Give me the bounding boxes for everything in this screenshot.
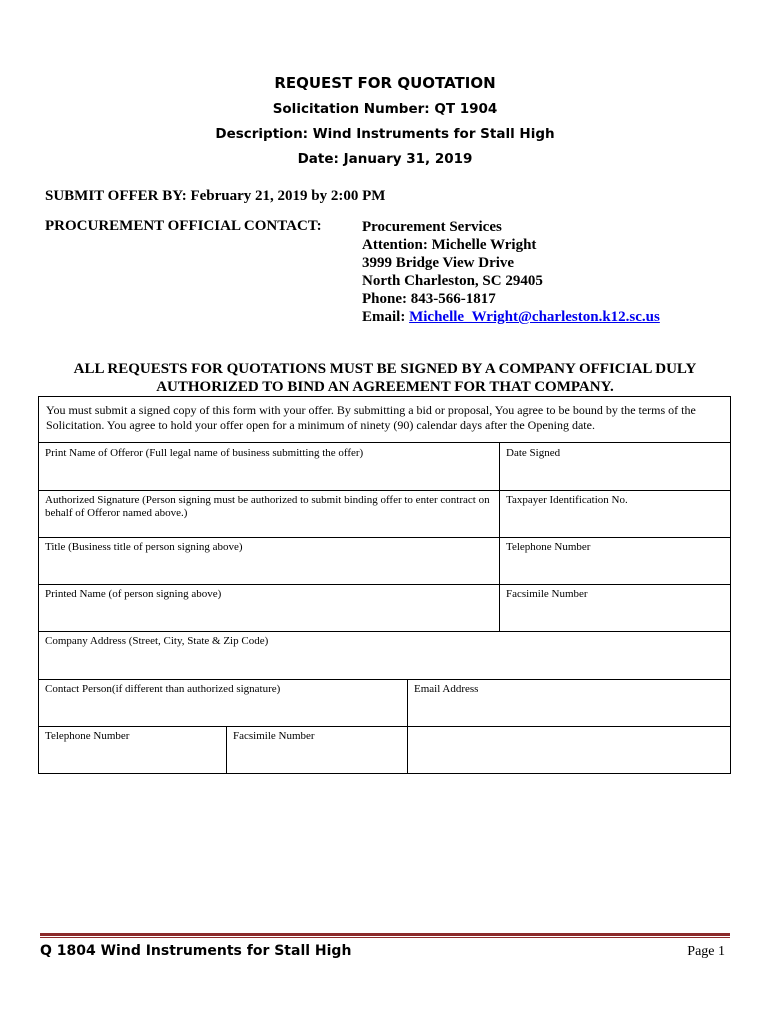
form-intro: You must submit a signed copy of this form with your offer. By submitting a bid or proposal, You agree to be bound by the terms of the Solicitation. You agree to hold your offer open for a minimum of ninety (90) calendar days after the Opening date. [39, 397, 730, 443]
footer-rule-thin [40, 937, 730, 938]
footer-rule [40, 933, 730, 936]
offeror-form [38, 396, 731, 774]
telephone-field[interactable] [500, 537, 730, 584]
contact-email-label: Email: [362, 309, 410, 325]
title-field[interactable] [39, 537, 499, 584]
company-address-field[interactable] [39, 631, 730, 679]
printed-name-field[interactable] [39, 584, 499, 631]
contact-block [362, 218, 660, 326]
facsimile-field[interactable] [500, 584, 730, 631]
contact-street: 3999 Bridge View Drive [362, 255, 515, 271]
telephone-label: Telephone Number [506, 541, 591, 553]
taxpayer-id-label: Taxpayer Identification No. [506, 494, 628, 506]
contact-city: North Charleston, SC 29405 [362, 273, 543, 289]
date-signed-label: Date Signed [506, 447, 561, 459]
description: Description: Wind Instruments for Stall High [215, 126, 555, 142]
contact-email-link[interactable]: Michelle_Wright@charleston.k12.sc.us [409, 309, 660, 325]
document-date: Date: January 31, 2019 [297, 151, 473, 167]
email-address-value-field[interactable] [408, 726, 730, 773]
company-address-label: Company Address (Street, City, State & Zip Code) [45, 635, 269, 647]
notice-line-2: AUTHORIZED TO BIND AN AGREEMENT FOR THAT COMPANY. [156, 379, 614, 395]
contact-phone: Phone: 843-566-1817 [362, 291, 496, 307]
contact-person-label: Contact Person(if different than authorized signature) [45, 683, 281, 695]
print-name-label: Print Name of Offeror (Full legal name of business submitting the offer) [45, 447, 364, 459]
printed-name-label: Printed Name (of person signing above) [45, 588, 222, 600]
footer-title: Q 1804 Wind Instruments for Stall High [40, 943, 352, 959]
contact-attention: Attention: Michelle Wright [362, 237, 537, 253]
email-address-field[interactable] [408, 679, 730, 726]
contact-person-field[interactable] [39, 679, 407, 726]
contact-label: PROCUREMENT OFFICIAL CONTACT: [45, 218, 322, 234]
telephone2-field[interactable] [39, 726, 226, 773]
email-address-label: Email Address [414, 683, 479, 695]
contact-email-row [362, 308, 660, 326]
authorized-signature-label: Authorized Signature (Person signing must be authorized to submit binding offer to enter contract on behalf of Offeror named above.) [45, 494, 490, 519]
facsimile2-label: Facsimile Number [233, 730, 315, 742]
title-label: Title (Business title of person signing above) [45, 541, 243, 553]
signature-notice [40, 360, 730, 396]
facsimile-label: Facsimile Number [506, 588, 588, 600]
telephone2-label: Telephone Number [45, 730, 130, 742]
authorized-signature-field[interactable] [39, 490, 499, 537]
print-name-field[interactable] [39, 443, 499, 490]
notice-line-1: ALL REQUESTS FOR QUOTATIONS MUST BE SIGNED BY A COMPANY OFFICIAL DULY [73, 361, 697, 377]
contact-office: Procurement Services [362, 219, 502, 235]
document-title: REQUEST FOR QUOTATION [274, 74, 496, 92]
page-number: Page 1 [687, 944, 725, 959]
submit-offer-by: SUBMIT OFFER BY: February 21, 2019 by 2:00 PM [45, 188, 386, 204]
facsimile2-field[interactable] [227, 726, 407, 773]
taxpayer-id-field[interactable] [500, 490, 730, 537]
date-signed-field[interactable] [500, 443, 730, 490]
solicitation-number: Solicitation Number: QT 1904 [272, 101, 498, 117]
